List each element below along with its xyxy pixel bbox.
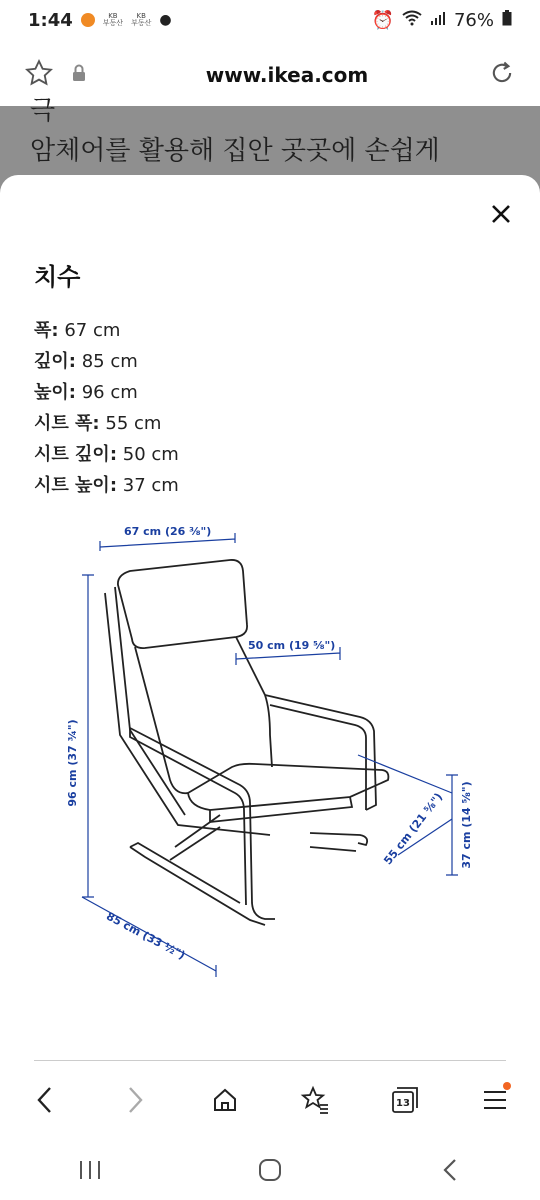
dimension-label: 시트 폭: — [34, 413, 100, 434]
system-home-icon — [257, 1157, 283, 1183]
dimension-row-height — [34, 377, 179, 408]
wifi-icon — [402, 10, 422, 31]
dimension-row-seat-width — [34, 408, 179, 439]
dimension-list — [34, 315, 179, 501]
reload-icon[interactable] — [488, 59, 516, 91]
diagram-label-depth: 85 cm (33 ½") — [104, 909, 188, 963]
tabs-button[interactable] — [383, 1078, 427, 1122]
lock-icon — [72, 64, 86, 86]
dimension-lines — [82, 533, 458, 977]
system-back-button[interactable] — [428, 1148, 472, 1192]
forward-button[interactable] — [113, 1078, 157, 1122]
system-navigation-bar — [0, 1140, 540, 1200]
diagram-label-seat-depth: 50 cm (19 ⅝") — [248, 639, 336, 652]
chair-dimension-diagram — [60, 525, 500, 1005]
dimension-label: 높이: — [34, 382, 76, 403]
clock: 1:44 — [28, 9, 73, 31]
diagram-label-seat-height: 37 cm (14 ⅝") — [460, 781, 473, 869]
divider — [34, 1060, 506, 1061]
bookmarks-button[interactable] — [293, 1078, 337, 1122]
dimension-value: 50 cm — [122, 444, 179, 465]
hamburger-menu-icon — [482, 1087, 508, 1113]
notification-app-icon — [81, 13, 95, 27]
menu-button[interactable] — [473, 1078, 517, 1122]
dimension-value: 55 cm — [105, 413, 162, 434]
tabs-icon — [390, 1085, 420, 1115]
battery-icon — [502, 10, 512, 31]
more-notifications-dot-icon: ● — [159, 12, 172, 28]
bookmark-star-list-icon — [300, 1085, 330, 1115]
diagram-label-seat-width: 55 cm (21 ⅝") — [381, 790, 446, 868]
home-icon — [211, 1086, 239, 1114]
kb-app-icon: KB 부동산 — [102, 12, 124, 27]
system-back-icon — [440, 1158, 460, 1182]
dimension-value: 67 cm — [64, 320, 121, 341]
bookmark-star-icon[interactable] — [24, 58, 54, 92]
diagram-label-height: 96 cm (37 ¾") — [66, 719, 79, 807]
menu-notification-dot — [503, 1082, 511, 1090]
chevron-right-icon — [124, 1085, 146, 1115]
system-home-button[interactable] — [248, 1148, 292, 1192]
chevron-left-icon — [34, 1085, 56, 1115]
url-text[interactable]: www.ikea.com — [205, 63, 369, 87]
signal-icon — [430, 10, 446, 31]
back-button[interactable] — [23, 1078, 67, 1122]
recent-apps-button[interactable] — [68, 1148, 112, 1192]
background-text-line2: 암체어를 활용해 집안 곳곳에 손쉽게 — [30, 136, 440, 166]
close-button[interactable] — [488, 201, 514, 227]
browser-toolbar — [0, 1068, 540, 1132]
dimension-label: 폭: — [34, 320, 59, 341]
alarm-icon: ⏰ — [371, 9, 394, 31]
dimension-value: 96 cm — [81, 382, 138, 403]
sheet-title: 치수 — [34, 263, 81, 291]
background-text-line1: 극 — [30, 96, 180, 126]
recent-apps-icon — [77, 1159, 103, 1181]
close-icon — [491, 204, 511, 224]
dimension-label: 깊이: — [34, 351, 76, 372]
dimension-value: 85 cm — [81, 351, 138, 372]
dimension-label: 시트 깊이: — [34, 444, 118, 465]
dimension-row-depth — [34, 346, 179, 377]
diagram-label-width: 67 cm (26 ⅜") — [124, 525, 212, 538]
dimension-value: 37 cm — [122, 475, 179, 496]
dimension-label: 시트 높이: — [34, 475, 118, 496]
armchair-illustration — [105, 560, 388, 925]
status-bar — [0, 0, 540, 40]
dimension-row-width — [34, 315, 179, 346]
dimension-row-seat-depth — [34, 439, 179, 470]
kb-app-icon-2: KB 부동산 — [131, 12, 152, 27]
dimensions-sheet — [0, 175, 540, 1065]
tab-count: 13 — [396, 1098, 410, 1109]
battery-percent: 76% — [453, 9, 494, 31]
dimension-row-seat-height — [34, 470, 179, 501]
home-button[interactable] — [203, 1078, 247, 1122]
